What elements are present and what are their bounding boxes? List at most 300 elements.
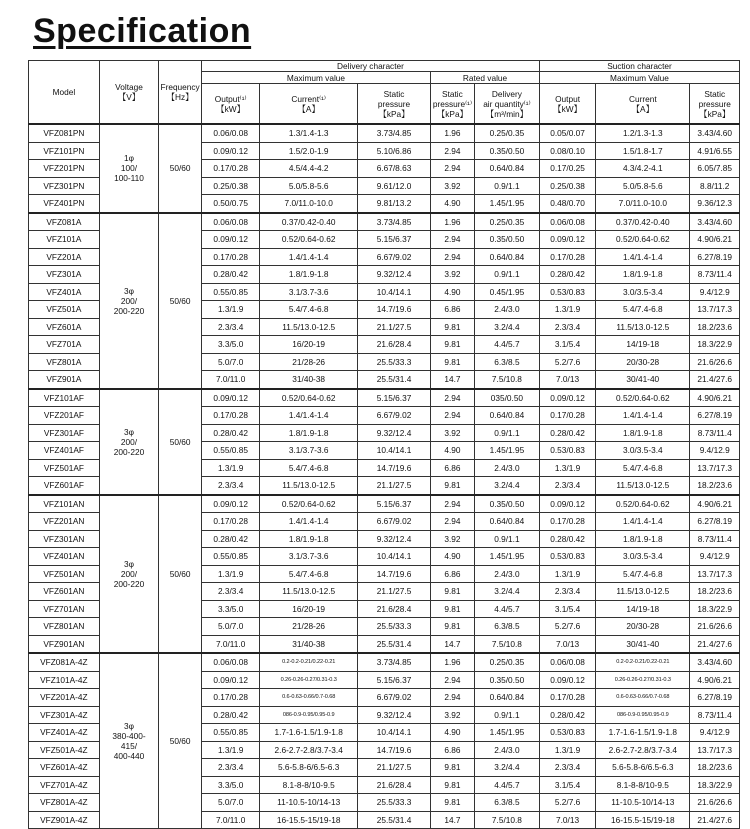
static-pressure-cell: 21.1/27.5 [358, 583, 431, 601]
suction-output-cell: 0.06/0.08 [539, 213, 595, 231]
frequency-cell: 50/60 [159, 389, 202, 495]
suction-current-cell: 1.8/1.9-1.8 [596, 530, 690, 548]
model-cell: VFZ301A-4Z [29, 706, 100, 724]
suction-output-cell: 3.1/5.4 [539, 600, 595, 618]
rated-static-pressure-cell: 2.94 [431, 689, 475, 707]
delivery-air-quantity-cell: 7.5/10.8 [474, 371, 539, 389]
model-cell: VFZ901A [29, 371, 100, 389]
current-cell: 0.37/0.42-0.40 [260, 213, 358, 231]
static-pressure-cell: 5.15/6.37 [358, 671, 431, 689]
delivery-air-quantity-cell: 3.2/4.4 [474, 583, 539, 601]
suction-static-pressure-cell: 13.7/17.3 [690, 741, 740, 759]
suction-output-cell: 7.0/13 [539, 635, 595, 653]
suction-output-cell: 0.17/0.28 [539, 513, 595, 531]
output-cell: 2.3/3.4 [201, 318, 259, 336]
suction-output-cell: 0.28/0.42 [539, 424, 595, 442]
suction-output-cell: 1.3/1.9 [539, 565, 595, 583]
suction-current-cell: 0.52/0.64-0.62 [596, 231, 690, 249]
suction-current-cell: 14/19-18 [596, 336, 690, 354]
model-group [29, 389, 740, 495]
current-cell: 7.0/11.0-10.0 [260, 195, 358, 213]
suction-static-pressure-cell: 3.43/4.60 [690, 213, 740, 231]
delivery-air-quantity-cell: 0.9/1.1 [474, 530, 539, 548]
static-pressure-cell: 25.5/33.3 [358, 618, 431, 636]
delivery-air-quantity-cell: 0.9/1.1 [474, 266, 539, 284]
suction-output-cell: 1.3/1.9 [539, 459, 595, 477]
output-cell: 0.09/0.12 [201, 142, 259, 160]
suction-static-pressure-cell: 8.8/11.2 [690, 177, 740, 195]
current-cell: 3.1/3.7-3.6 [260, 548, 358, 566]
suction-output-cell: 0.48/0.70 [539, 195, 595, 213]
model-cell: VFZ601A [29, 318, 100, 336]
suction-output-cell: 0.09/0.12 [539, 671, 595, 689]
delivery-air-quantity-cell: 0.35/0.50 [474, 671, 539, 689]
suction-current-cell: 2.6-2.7-2.8/3.7-3.4 [596, 741, 690, 759]
model-cell: VFZ801A [29, 353, 100, 371]
suction-output-cell: 0.53/0.83 [539, 548, 595, 566]
model-cell: VFZ701A [29, 336, 100, 354]
rated-static-pressure-cell: 9.81 [431, 353, 475, 371]
output-cell: 1.3/1.9 [201, 459, 259, 477]
rated-static-pressure-cell: 9.81 [431, 759, 475, 777]
static-pressure-cell: 14.7/19.6 [358, 301, 431, 319]
output-cell: 0.55/0.85 [201, 442, 259, 460]
suction-output-cell: 1.3/1.9 [539, 301, 595, 319]
suction-current-cell: 3.0/3.5-3.4 [596, 283, 690, 301]
suction-static-pressure-cell: 18.3/22.9 [690, 336, 740, 354]
output-cell: 0.55/0.85 [201, 283, 259, 301]
suction-static-pressure-cell: 8.73/11.4 [690, 424, 740, 442]
static-pressure-cell: 3.73/4.85 [358, 653, 431, 671]
static-pressure-cell: 10.4/14.1 [358, 724, 431, 742]
suction-static-pressure-cell: 9.4/12.9 [690, 442, 740, 460]
model-cell: VFZ301AF [29, 424, 100, 442]
suction-output-cell: 7.0/13 [539, 371, 595, 389]
specification-table [28, 60, 740, 829]
suction-output-cell: 0.06/0.08 [539, 653, 595, 671]
rated-static-pressure-cell: 6.86 [431, 459, 475, 477]
delivery-air-quantity-cell: 0.25/0.35 [474, 653, 539, 671]
static-pressure-cell: 21.1/27.5 [358, 759, 431, 777]
current-cell: 0.6-0.63-0.66/0.7-0.68 [260, 689, 358, 707]
suction-static-pressure-cell: 4.90/6.21 [690, 231, 740, 249]
frequency-cell: 50/60 [159, 213, 202, 389]
suction-static-pressure-cell: 18.2/23.6 [690, 759, 740, 777]
output-cell: 0.28/0.42 [201, 706, 259, 724]
model-cell: VFZ201AN [29, 513, 100, 531]
suction-static-pressure-cell: 13.7/17.3 [690, 565, 740, 583]
rated-static-pressure-cell: 3.92 [431, 424, 475, 442]
frequency-cell: 50/60 [159, 124, 202, 213]
suction-static-pressure-cell: 6.27/8.19 [690, 513, 740, 531]
rated-static-pressure-cell: 9.81 [431, 776, 475, 794]
suction-current-cell: 5.4/7.4-6.8 [596, 565, 690, 583]
suction-static-pressure-cell: 4.90/6.21 [690, 671, 740, 689]
rated-static-pressure-cell: 2.94 [431, 160, 475, 178]
suction-current-cell: 1.4/1.4-1.4 [596, 513, 690, 531]
header-maximum-value: Maximum value [201, 72, 430, 84]
suction-current-cell: 5.4/7.4-6.8 [596, 301, 690, 319]
current-cell: 16/20-19 [260, 600, 358, 618]
table-row [29, 389, 740, 407]
suction-output-cell: 5.2/7.6 [539, 618, 595, 636]
static-pressure-cell: 9.32/12.4 [358, 530, 431, 548]
delivery-air-quantity-cell: 0.64/0.84 [474, 248, 539, 266]
table-row [29, 653, 740, 671]
current-cell: 1.3/1.4-1.3 [260, 124, 358, 142]
header-delivery-air-quantity: Delivery air quantity⁽¹⁾ 【m³/min】 [474, 84, 539, 125]
delivery-air-quantity-cell: 1.45/1.95 [474, 724, 539, 742]
suction-static-pressure-cell: 13.7/17.3 [690, 301, 740, 319]
current-cell: 4.5/4.4-4.2 [260, 160, 358, 178]
suction-static-pressure-cell: 6.05/7.85 [690, 160, 740, 178]
delivery-air-quantity-cell: 4.4/5.7 [474, 336, 539, 354]
rated-static-pressure-cell: 9.81 [431, 794, 475, 812]
static-pressure-cell: 14.7/19.6 [358, 459, 431, 477]
output-cell: 2.3/3.4 [201, 583, 259, 601]
suction-current-cell: 5.4/7.4-6.8 [596, 459, 690, 477]
output-cell: 0.17/0.28 [201, 407, 259, 425]
suction-output-cell: 0.17/0.28 [539, 407, 595, 425]
rated-static-pressure-cell: 4.90 [431, 195, 475, 213]
current-cell: 1.4/1.4-1.4 [260, 513, 358, 531]
suction-static-pressure-cell: 21.4/27.6 [690, 371, 740, 389]
rated-static-pressure-cell: 3.92 [431, 530, 475, 548]
static-pressure-cell: 9.61/12.0 [358, 177, 431, 195]
suction-current-cell: 0.52/0.64-0.62 [596, 495, 690, 513]
header-delivery-character: Delivery character [201, 61, 539, 72]
suction-current-cell: 11-10.5-10/14-13 [596, 794, 690, 812]
delivery-air-quantity-cell: 6.3/8.5 [474, 794, 539, 812]
suction-output-cell: 3.1/5.4 [539, 336, 595, 354]
model-cell: VFZ701A-4Z [29, 776, 100, 794]
model-cell: VFZ501AF [29, 459, 100, 477]
static-pressure-cell: 6.67/9.02 [358, 513, 431, 531]
output-cell: 0.17/0.28 [201, 689, 259, 707]
model-cell: VFZ101A [29, 231, 100, 249]
suction-output-cell: 3.1/5.4 [539, 776, 595, 794]
current-cell: 21/28-26 [260, 618, 358, 636]
model-cell: VFZ101A-4Z [29, 671, 100, 689]
rated-static-pressure-cell: 9.81 [431, 318, 475, 336]
delivery-air-quantity-cell: 0.64/0.84 [474, 160, 539, 178]
output-cell: 0.28/0.42 [201, 266, 259, 284]
static-pressure-cell: 9.32/12.4 [358, 266, 431, 284]
delivery-air-quantity-cell: 0.9/1.1 [474, 177, 539, 195]
rated-static-pressure-cell: 14.7 [431, 811, 475, 829]
suction-static-pressure-cell: 18.3/22.9 [690, 600, 740, 618]
current-cell: 3.1/3.7-3.6 [260, 283, 358, 301]
suction-output-cell: 0.08/0.10 [539, 142, 595, 160]
header-suction-output: Output 【kW】 [539, 84, 595, 125]
current-cell: 1.8/1.9-1.8 [260, 530, 358, 548]
static-pressure-cell: 9.32/12.4 [358, 706, 431, 724]
delivery-air-quantity-cell: 0.35/0.50 [474, 495, 539, 513]
current-cell: 1.7-1.6-1.5/1.9-1.8 [260, 724, 358, 742]
suction-current-cell: 1.7-1.6-1.5/1.9-1.8 [596, 724, 690, 742]
suction-output-cell: 0.05/0.07 [539, 124, 595, 142]
rated-static-pressure-cell: 4.90 [431, 548, 475, 566]
rated-static-pressure-cell: 14.7 [431, 371, 475, 389]
suction-current-cell: 11.5/13.0-12.5 [596, 583, 690, 601]
output-cell: 0.06/0.08 [201, 213, 259, 231]
current-cell: 1.4/1.4-1.4 [260, 407, 358, 425]
suction-output-cell: 2.3/3.4 [539, 583, 595, 601]
suction-current-cell: 20/30-28 [596, 353, 690, 371]
delivery-air-quantity-cell: 1.45/1.95 [474, 548, 539, 566]
suction-output-cell: 0.17/0.28 [539, 689, 595, 707]
output-cell: 0.55/0.85 [201, 548, 259, 566]
output-cell: 5.0/7.0 [201, 794, 259, 812]
rated-static-pressure-cell: 2.94 [431, 142, 475, 160]
delivery-air-quantity-cell: 2.4/3.0 [474, 459, 539, 477]
output-cell: 3.3/5.0 [201, 600, 259, 618]
model-cell: VFZ401A-4Z [29, 724, 100, 742]
static-pressure-cell: 25.5/31.4 [358, 635, 431, 653]
suction-static-pressure-cell: 9.4/12.9 [690, 548, 740, 566]
model-cell: VFZ501A-4Z [29, 741, 100, 759]
suction-current-cell: 11.5/13.0-12.5 [596, 477, 690, 495]
model-cell: VFZ201PN [29, 160, 100, 178]
current-cell: 21/28-26 [260, 353, 358, 371]
model-cell: VFZ901AN [29, 635, 100, 653]
rated-static-pressure-cell: 6.86 [431, 565, 475, 583]
suction-current-cell: 11.5/13.0-12.5 [596, 318, 690, 336]
current-cell: 31/40-38 [260, 635, 358, 653]
delivery-air-quantity-cell: 3.2/4.4 [474, 759, 539, 777]
model-cell: VFZ601A-4Z [29, 759, 100, 777]
model-cell: VFZ301A [29, 266, 100, 284]
output-cell: 7.0/11.0 [201, 635, 259, 653]
static-pressure-cell: 14.7/19.6 [358, 741, 431, 759]
rated-static-pressure-cell: 2.94 [431, 671, 475, 689]
suction-current-cell: 1.4/1.4-1.4 [596, 248, 690, 266]
delivery-air-quantity-cell: 0.25/0.35 [474, 124, 539, 142]
rated-static-pressure-cell: 9.81 [431, 618, 475, 636]
delivery-air-quantity-cell: 3.2/4.4 [474, 318, 539, 336]
output-cell: 7.0/11.0 [201, 811, 259, 829]
suction-static-pressure-cell: 4.90/6.21 [690, 495, 740, 513]
suction-static-pressure-cell: 18.3/22.9 [690, 776, 740, 794]
static-pressure-cell: 6.67/8.63 [358, 160, 431, 178]
static-pressure-cell: 25.5/33.3 [358, 353, 431, 371]
output-cell: 0.55/0.85 [201, 724, 259, 742]
rated-static-pressure-cell: 4.90 [431, 442, 475, 460]
output-cell: 0.06/0.08 [201, 653, 259, 671]
static-pressure-cell: 25.5/31.4 [358, 811, 431, 829]
suction-current-cell: 14/19-18 [596, 600, 690, 618]
suction-current-cell: 0.2-0.2-0.21/0.22-0.21 [596, 653, 690, 671]
delivery-air-quantity-cell: 2.4/3.0 [474, 301, 539, 319]
suction-output-cell: 0.09/0.12 [539, 231, 595, 249]
suction-static-pressure-cell: 21.4/27.6 [690, 811, 740, 829]
rated-static-pressure-cell: 9.81 [431, 583, 475, 601]
suction-current-cell: 1.8/1.9-1.8 [596, 424, 690, 442]
header-voltage: Voltage 【V】 [99, 61, 159, 125]
suction-current-cell: 30/41-40 [596, 635, 690, 653]
current-cell: 086-0.9-0.95/0.95-0.9 [260, 706, 358, 724]
current-cell: 11.5/13.0-12.5 [260, 583, 358, 601]
header-suction-current: Current 【A】 [596, 84, 690, 125]
static-pressure-cell: 5.15/6.37 [358, 495, 431, 513]
rated-static-pressure-cell: 14.7 [431, 635, 475, 653]
current-cell: 16-15.5-15/19-18 [260, 811, 358, 829]
output-cell: 3.3/5.0 [201, 776, 259, 794]
current-cell: 0.26-0.26-0.27/0.31-0.3 [260, 671, 358, 689]
current-cell: 0.52/0.64-0.62 [260, 495, 358, 513]
model-cell: VFZ601AF [29, 477, 100, 495]
header-suction-static-pressure: Static pressure 【kPa】 [690, 84, 740, 125]
suction-output-cell: 0.53/0.83 [539, 724, 595, 742]
output-cell: 0.28/0.42 [201, 530, 259, 548]
suction-current-cell: 0.26-0.26-0.27/0.31-0.3 [596, 671, 690, 689]
current-cell: 0.52/0.64-0.62 [260, 231, 358, 249]
output-cell: 1.3/1.9 [201, 741, 259, 759]
suction-static-pressure-cell: 4.90/6.21 [690, 389, 740, 407]
output-cell: 0.25/0.38 [201, 177, 259, 195]
delivery-air-quantity-cell: 0.35/0.50 [474, 231, 539, 249]
model-cell: VFZ901A-4Z [29, 811, 100, 829]
current-cell: 31/40-38 [260, 371, 358, 389]
suction-static-pressure-cell: 3.43/4.60 [690, 124, 740, 142]
header-suction-maximum-value: Maximum Value [539, 72, 739, 84]
rated-static-pressure-cell: 1.96 [431, 213, 475, 231]
voltage-cell: 1φ 100/ 100-110 [99, 124, 159, 213]
suction-output-cell: 0.28/0.42 [539, 266, 595, 284]
output-cell: 0.28/0.42 [201, 424, 259, 442]
suction-current-cell: 1.5/1.8-1.7 [596, 142, 690, 160]
suction-static-pressure-cell: 13.7/17.3 [690, 459, 740, 477]
output-cell: 0.09/0.12 [201, 231, 259, 249]
suction-output-cell: 0.09/0.12 [539, 389, 595, 407]
delivery-air-quantity-cell: 4.4/5.7 [474, 776, 539, 794]
current-cell: 16/20-19 [260, 336, 358, 354]
suction-current-cell: 5.0/5.8-5.6 [596, 177, 690, 195]
suction-static-pressure-cell: 18.2/23.6 [690, 318, 740, 336]
suction-static-pressure-cell: 6.27/8.19 [690, 248, 740, 266]
delivery-air-quantity-cell: 1.45/1.95 [474, 442, 539, 460]
current-cell: 0.2-0.2-0.21/0.22-0.21 [260, 653, 358, 671]
model-cell: VFZ101AF [29, 389, 100, 407]
suction-static-pressure-cell: 6.27/8.19 [690, 407, 740, 425]
table-header [29, 61, 740, 125]
rated-static-pressure-cell: 2.94 [431, 248, 475, 266]
model-cell: VFZ081PN [29, 124, 100, 142]
suction-current-cell: 5.6-5.8-6/6.5-6.3 [596, 759, 690, 777]
current-cell: 1.4/1.4-1.4 [260, 248, 358, 266]
page-title: Specification [33, 12, 252, 50]
output-cell: 0.17/0.28 [201, 513, 259, 531]
current-cell: 11-10.5-10/14-13 [260, 794, 358, 812]
suction-static-pressure-cell: 6.27/8.19 [690, 689, 740, 707]
model-cell: VFZ201AF [29, 407, 100, 425]
header-model: Model [29, 61, 100, 125]
delivery-air-quantity-cell: 7.5/10.8 [474, 811, 539, 829]
suction-output-cell: 0.53/0.83 [539, 283, 595, 301]
suction-current-cell: 3.0/3.5-3.4 [596, 442, 690, 460]
current-cell: 2.6-2.7-2.8/3.7-3.4 [260, 741, 358, 759]
model-group [29, 653, 740, 829]
current-cell: 3.1/3.7-3.6 [260, 442, 358, 460]
rated-static-pressure-cell: 6.86 [431, 741, 475, 759]
current-cell: 5.4/7.4-6.8 [260, 301, 358, 319]
model-cell: VFZ101PN [29, 142, 100, 160]
model-group [29, 124, 740, 213]
voltage-cell: 3φ 380-400- 415/ 400-440 [99, 653, 159, 829]
voltage-cell: 3φ 200/ 200-220 [99, 389, 159, 495]
static-pressure-cell: 25.5/33.3 [358, 794, 431, 812]
delivery-air-quantity-cell: 7.5/10.8 [474, 635, 539, 653]
delivery-air-quantity-cell: 0.35/0.50 [474, 142, 539, 160]
model-cell: VFZ401PN [29, 195, 100, 213]
suction-current-cell: 16-15.5-15/19-18 [596, 811, 690, 829]
suction-current-cell: 1.8/1.9-1.8 [596, 266, 690, 284]
output-cell: 0.06/0.08 [201, 124, 259, 142]
static-pressure-cell: 3.73/4.85 [358, 213, 431, 231]
delivery-air-quantity-cell: 0.64/0.84 [474, 513, 539, 531]
rated-static-pressure-cell: 1.96 [431, 124, 475, 142]
suction-output-cell: 7.0/13 [539, 811, 595, 829]
delivery-air-quantity-cell: 0.9/1.1 [474, 424, 539, 442]
current-cell: 5.6-5.8-6/6.5-6.3 [260, 759, 358, 777]
suction-output-cell: 0.28/0.42 [539, 530, 595, 548]
model-group [29, 213, 740, 389]
suction-current-cell: 086-0.9-0.95/0.95-0.9 [596, 706, 690, 724]
suction-output-cell: 5.2/7.6 [539, 353, 595, 371]
suction-static-pressure-cell: 21.6/26.6 [690, 794, 740, 812]
current-cell: 5.4/7.4-6.8 [260, 459, 358, 477]
delivery-air-quantity-cell: 4.4/5.7 [474, 600, 539, 618]
output-cell: 7.0/11.0 [201, 371, 259, 389]
model-cell: VFZ501AN [29, 565, 100, 583]
suction-static-pressure-cell: 8.73/11.4 [690, 266, 740, 284]
rated-static-pressure-cell: 9.81 [431, 336, 475, 354]
suction-current-cell: 7.0/11.0-10.0 [596, 195, 690, 213]
output-cell: 0.09/0.12 [201, 495, 259, 513]
output-cell: 0.17/0.28 [201, 160, 259, 178]
model-cell: VFZ601AN [29, 583, 100, 601]
suction-current-cell: 3.0/3.5-3.4 [596, 548, 690, 566]
rated-static-pressure-cell: 6.86 [431, 301, 475, 319]
suction-output-cell: 2.3/3.4 [539, 318, 595, 336]
static-pressure-cell: 10.4/14.1 [358, 283, 431, 301]
model-cell: VFZ501A [29, 301, 100, 319]
table-row [29, 124, 740, 142]
delivery-air-quantity-cell: 035/0.50 [474, 389, 539, 407]
output-cell: 5.0/7.0 [201, 353, 259, 371]
model-cell: VFZ801AN [29, 618, 100, 636]
static-pressure-cell: 5.10/6.86 [358, 142, 431, 160]
model-cell: VFZ201A [29, 248, 100, 266]
model-cell: VFZ301PN [29, 177, 100, 195]
suction-current-cell: 30/41-40 [596, 371, 690, 389]
header-current: Current⁽¹⁾ 【A】 [260, 84, 358, 125]
rated-static-pressure-cell: 2.94 [431, 513, 475, 531]
rated-static-pressure-cell: 2.94 [431, 389, 475, 407]
delivery-air-quantity-cell: 2.4/3.0 [474, 565, 539, 583]
suction-output-cell: 0.17/0.28 [539, 248, 595, 266]
suction-output-cell: 0.28/0.42 [539, 706, 595, 724]
static-pressure-cell: 10.4/14.1 [358, 442, 431, 460]
output-cell: 2.3/3.4 [201, 477, 259, 495]
output-cell: 3.3/5.0 [201, 336, 259, 354]
delivery-air-quantity-cell: 6.3/8.5 [474, 618, 539, 636]
suction-static-pressure-cell: 21.4/27.6 [690, 635, 740, 653]
suction-current-cell: 20/30-28 [596, 618, 690, 636]
suction-output-cell: 5.2/7.6 [539, 794, 595, 812]
header-rated-static-pressure: Static pressure⁽¹⁾ 【kPa】 [431, 84, 475, 125]
header-output: Output⁽¹⁾ 【kW】 [201, 84, 259, 125]
